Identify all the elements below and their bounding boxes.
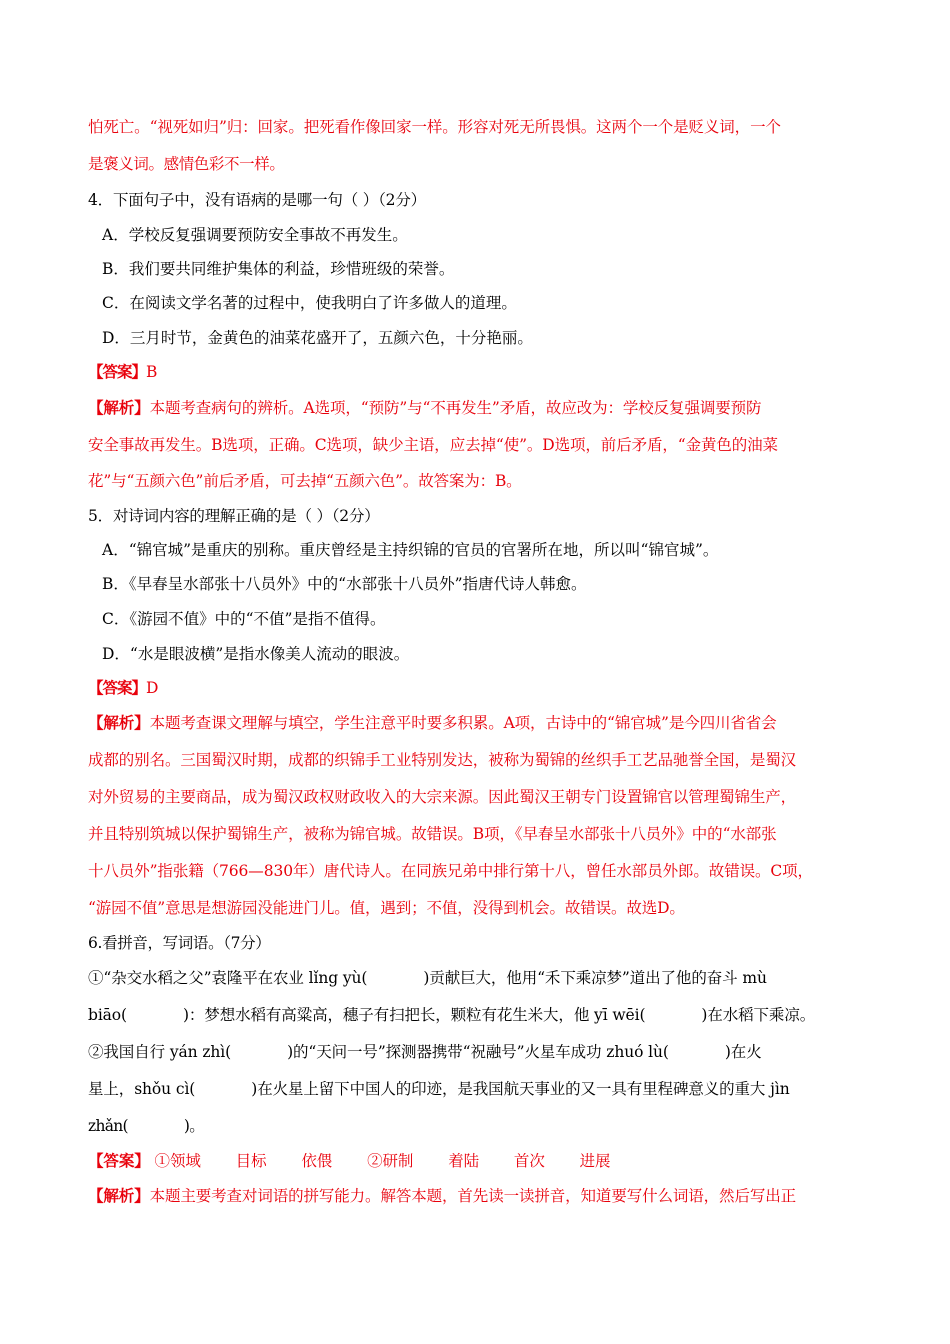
question-6-answer [88,1150,868,1172]
question-4-answer [88,361,868,383]
question-5-answer [88,677,868,699]
question-5-option-d: D．“水是眼波横”是指水像美人流动的眼波。 [102,645,410,663]
answer-word: 目标 [235,1152,267,1170]
answer-value: B [146,363,157,381]
question-6-paragraph-line-3 [88,1041,868,1063]
text-segment: 星上，shǒu cì( [88,1080,196,1098]
text-segment: )：梦想水稻有高粱高，穗子有扫把长，颗粒有花生米大，他 yī wēi( [182,1006,646,1024]
text-segment: biāo( [88,1006,127,1024]
answer-word: 首次 [513,1152,545,1170]
question-6-paragraph-line-4 [88,1078,868,1100]
question-4-option-b: B．我们要共同维护集体的利益，珍惜班级的荣誉。 [102,260,455,278]
question-6-paragraph-line-5 [88,1115,868,1137]
question-5-stem: 5．对诗词内容的理解正确的是（ ）（2分） [88,507,380,525]
question-5-analysis-line-1 [88,712,868,734]
text-segment: )在火星上留下中国人的印迹，是我国航天事业的又一具有里程碑意义的重大 jìn [251,1080,790,1098]
question-4-option-c: C．在阅读文学名著的过程中，使我明白了许多做人的道理。 [102,294,517,312]
question-4-option-a: A．学校反复强调要预防安全事故不再发生。 [102,226,408,244]
text-segment: )在水稻下乘凉。 [701,1006,816,1024]
question-5-analysis-line-5: 十八员外”指张籍（766—830年）唐代诗人。在同族兄弟中排行第十八，曾任水部员外郎。故错误。C项， [88,862,813,880]
question-4-stem: 4．下面句子中，没有语病的是哪一句（ ）（2分） [88,191,426,209]
question-5-option-b: B．《早春呈水部张十八员外》中的“水部张十八员外”指唐代诗人韩愈。 [102,575,587,593]
analysis-text: 本题主要考查对词语的拼写能力。解答本题，首先读一读拼音，知道要写什么词语，然后写出正 [149,1187,797,1205]
question-6-paragraph-line-2 [88,1004,868,1026]
question-5-analysis-line-4: 并且特别筑城以保护蜀锦生产，被称为锦官城。故错误。B项，《早春呈水部张十八员外》中的“水部张 [88,825,777,843]
analysis-label: 【解析】 [88,713,150,732]
answer-word: 着陆 [448,1152,480,1170]
answer-word: 依偎 [301,1152,333,1170]
question-5-analysis-line-6: “游园不值”意思是想游园没能进门儿。值，遇到；不值，没得到机会。故错误。故选D。 [88,899,685,917]
prev-analysis-line-2: 是褒义词。感情色彩不一样。 [88,155,285,173]
text-segment: )的“天问一号”探测器携带“祝融号”火星车成功 zhuó lù( [287,1043,669,1061]
text-segment: )。 [183,1117,204,1135]
question-4-analysis-line-1 [88,397,868,419]
text-segment: )在火 [724,1043,762,1061]
question-4-analysis-line-3: 花”与“五颜六色”前后矛盾，可去掉“五颜六色”。故答案为：B。 [88,472,522,490]
question-4-option-d: D．三月时节，金黄色的油菜花盛开了，五颜六色，十分艳丽。 [102,329,533,347]
question-5-option-c: C．《游园不值》中的“不值”是指不值得。 [102,610,386,628]
answer-label: 【答案】 [88,362,147,381]
question-6-stem: 6.看拼音，写词语。（7分） [88,934,271,952]
question-6-analysis-line-1 [88,1185,868,1207]
analysis-text: 本题考查病句的辨析。A选项，“预防”与“不再发生”矛盾，故应改为：学校反复强调要预防 [149,399,762,417]
question-5-analysis-line-2: 成都的别名。三国蜀汉时期，成都的织锦手工业特别发达，被称为蜀锦的丝织手工艺品驰誉全国，是蜀汉 [88,751,797,769]
text-segment: )贡献巨大，他用“禾下乘凉梦”道出了他的奋斗 mù [423,969,767,987]
question-5-analysis-line-3: 对外贸易的主要商品，成为蜀汉政权财政收入的大宗来源。因此蜀汉王朝专门设置锦官以管理蜀锦生产， [88,788,797,806]
text-segment: ②我国自行 yán zhì( [88,1043,232,1061]
question-4-analysis-line-2: 安全事故再发生。B选项，正确。C选项，缺少主语，应去掉“使”。D选项，前后矛盾，“金黄色的油菜 [88,436,778,454]
answer-label: 【答案】 [88,678,147,697]
answer-word: ①领域 [154,1152,201,1170]
question-6-paragraph-line-1 [88,967,868,989]
analysis-label: 【解析】 [88,1186,150,1205]
analysis-label: 【解析】 [88,398,150,417]
analysis-text: 本题考查课文理解与填空，学生注意平时要多积累。A项，古诗中的“锦官城”是今四川省省会 [149,714,777,732]
answer-value: D [146,679,158,697]
question-5-option-a: A．“锦官城”是重庆的别称。重庆曾经是主持织锦的官员的官署所在地，所以叫“锦官城”。 [102,541,719,559]
answer-word: 进展 [579,1152,611,1170]
text-segment: ①“杂交水稻之父”袁隆平在农业 lǐng yù( [88,969,368,987]
text-segment: zhǎn( [88,1117,128,1135]
answer-label: 【答案】 [88,1151,150,1170]
answer-word: ②研制 [367,1152,414,1170]
prev-analysis-line-1: 怕死亡。“视死如归”归：回家。把死看作像回家一样。形容对死无所畏惧。这两个一个是贬义词，一个 [88,118,781,136]
